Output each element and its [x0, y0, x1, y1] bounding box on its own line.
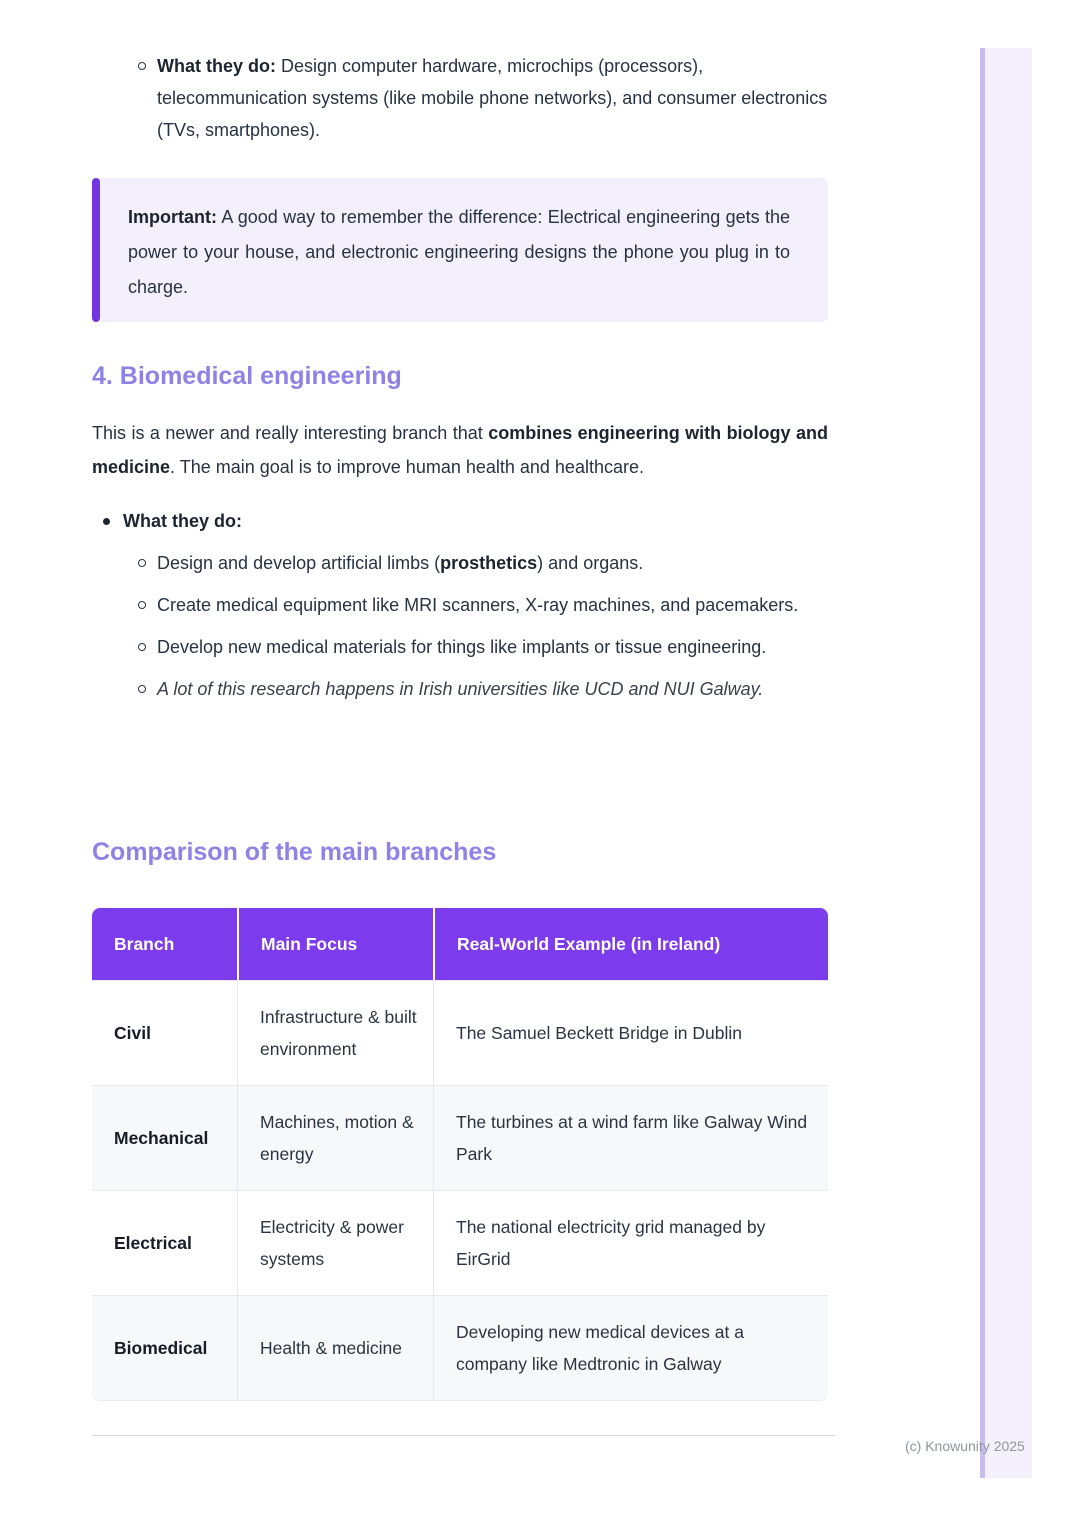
- cell-example: The Samuel Beckett Bridge in Dublin: [433, 980, 828, 1085]
- cell-focus: Health & medicine: [237, 1295, 433, 1400]
- table-row: [92, 1295, 828, 1400]
- cell-branch: Biomedical: [92, 1295, 237, 1400]
- list-item-body: Design and develop artificial limbs (: [157, 553, 441, 573]
- list-item-label: What they do:: [123, 511, 242, 531]
- list-item-label: What they do:: [157, 56, 276, 76]
- table-header-focus: Main Focus: [237, 908, 433, 980]
- intro-text: . The main goal is to improve human health and healthcare.: [170, 457, 644, 477]
- list-item: [92, 547, 828, 579]
- cell-example: The national electricity grid managed by EirGrid: [433, 1190, 828, 1295]
- callout-accent-bar: [92, 178, 100, 322]
- section-heading-comparison: Comparison of the main branches: [92, 838, 497, 866]
- table-header-row: [92, 908, 828, 980]
- callout-body: A good way to remember the difference: Electrical engineering gets the power to your house, and electronic engineering designs the phone you plug in to charge.: [128, 207, 790, 297]
- page-side-strip: [980, 48, 1032, 1478]
- what-they-do-list: [92, 505, 828, 705]
- bullet-dot-icon: [103, 518, 110, 525]
- list-item-body: ) and organs.: [537, 553, 644, 573]
- comparison-table: [92, 908, 828, 1401]
- callout-label: Important:: [128, 207, 217, 227]
- bullet-circle-icon: [138, 62, 146, 70]
- bullet-circle-icon: [138, 643, 146, 651]
- cell-focus: Infrastructure & built environment: [237, 980, 433, 1085]
- list-item-text: A lot of this research happens in Irish universities like UCD and NUI Galway.: [157, 679, 764, 699]
- list-item-text: Develop new medical materials for things like implants or tissue engineering.: [157, 637, 767, 657]
- bullet-circle-icon: [138, 685, 146, 693]
- intro-bold-text: combines engineering with biology and medicine: [92, 423, 829, 477]
- list-item: [92, 631, 828, 663]
- cell-example: Developing new medical devices at a company like Medtronic in Galway: [433, 1295, 828, 1400]
- table-header-branch: Branch: [92, 908, 237, 980]
- cell-branch: Electrical: [92, 1190, 237, 1295]
- list-item-text: Create medical equipment like MRI scanners, X-ray machines, and pacemakers.: [157, 595, 799, 615]
- list-item-bold: prosthetics: [440, 553, 538, 573]
- list-item: [92, 673, 828, 705]
- list-item-text: [157, 50, 828, 146]
- important-callout: [92, 178, 828, 322]
- table-row: [92, 980, 828, 1085]
- list-item: [92, 505, 828, 537]
- bullet-circle-icon: [138, 559, 146, 567]
- cell-focus: Machines, motion & energy: [237, 1085, 433, 1190]
- cell-focus: Electricity & power systems: [237, 1190, 433, 1295]
- table-row: [92, 1190, 828, 1295]
- biomedical-intro-paragraph: [92, 416, 828, 484]
- list-item: [92, 50, 828, 146]
- intro-text: This is a newer and really interesting branch that: [92, 423, 489, 443]
- table-row: [92, 1085, 828, 1190]
- table-header-example: Real-World Example (in Ireland): [433, 908, 828, 980]
- list-item: [92, 589, 828, 621]
- list-item-body: Design computer hardware, microchips (processors), telecommunication systems (like mobile phone networks), and consumer electronics (TVs, smartphones).: [157, 56, 828, 140]
- bullet-circle-icon: [138, 601, 146, 609]
- footer-divider: [92, 1435, 835, 1436]
- cell-example: The turbines at a wind farm like Galway Wind Park: [433, 1085, 828, 1190]
- callout-text: [92, 178, 828, 305]
- cell-branch: Mechanical: [92, 1085, 237, 1190]
- copyright-text: (c) Knowunity 2025: [905, 1438, 1025, 1454]
- section-heading-biomedical: 4. Biomedical engineering: [92, 362, 402, 390]
- cell-branch: Civil: [92, 980, 237, 1085]
- list-item-text: [157, 547, 828, 579]
